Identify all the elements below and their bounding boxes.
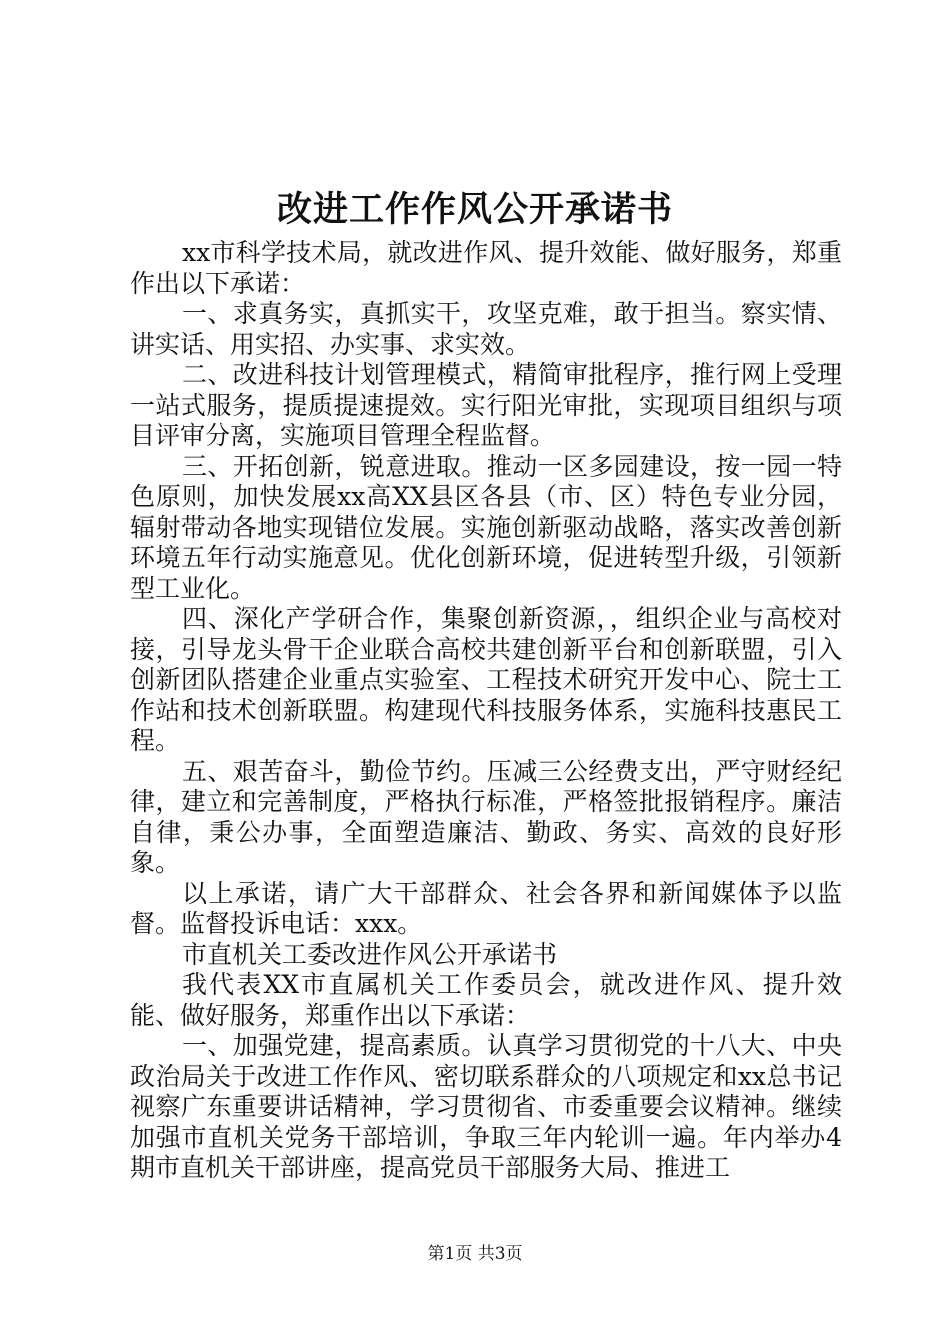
paragraph: 四、深化产学研合作，集聚创新资源，，组织企业与高校对接，引导龙头骨干企业联合高校共建创新平台和创新联盟，引入创新团队搭建企业重点实验室、工程技术研究开发中心、院士工作站和技术创新联盟。构建现代科技服务体系，实施科技惠民工程。 — [130, 604, 842, 755]
paragraph: 五、艰苦奋斗，勤俭节约。压减三公经费支出，严守财经纪律，建立和完善制度，严格执行标准，严格签批报销程序。廉洁自律，秉公办事，全面塑造廉洁、勤政、务实、高效的良好形象。 — [130, 756, 842, 877]
document-body — [130, 238, 842, 1184]
paragraph: 三、开拓创新，锐意进取。推动一区多园建设，按一园一特色原则，加快发展xx高XX县区各县（市、区）特色专业分园，辐射带动各地实现错位发展。实施创新驱动战略，落实改善创新环境五年行动实施意见。优化创新环境，促进转型升级，引领新型工业化。 — [130, 451, 842, 603]
paragraph: 一、加强党建，提高素质。认真学习贯彻党的十八大、中央政治局关于改进工作作风、密切联系群众的八项规定和xx总书记视察广东重要讲话精神，学习贯彻省、市委重要会议精神。继续加强市直机关党务干部培训，争取三年内轮训一遍。年内举办4期市直机关干部讲座，提高党员干部服务大局、推进工 — [130, 1031, 842, 1182]
paragraph: 我代表XX市直属机关工作委员会，就改进作风、提升效能、做好服务，郑重作出以下承诺： — [130, 970, 842, 1030]
paragraph: xx市科学技术局，就改进作风、提升效能、做好服务，郑重作出以下承诺： — [130, 238, 842, 298]
document-title: 改进工作作风公开承诺书 — [276, 189, 673, 230]
paragraph: 二、改进科技计划管理模式，精简审批程序，推行网上受理一站式服务，提质提速提效。实行阳光审批，实现项目组织与项目评审分离，实施项目管理全程监督。 — [130, 360, 842, 450]
paragraph: 一、求真务实，真抓实干，攻坚克难，敢于担当。察实情、讲实话、用实招、办实事、求实效。 — [130, 299, 842, 359]
paragraph: 以上承诺，请广大干部群众、社会各界和新闻媒体予以监督。监督投诉电话：xxx。 — [130, 878, 842, 938]
section-heading: 市直机关工委改进作风公开承诺书 — [182, 939, 558, 969]
page-number: 第1页 共3页 — [427, 1244, 523, 1264]
